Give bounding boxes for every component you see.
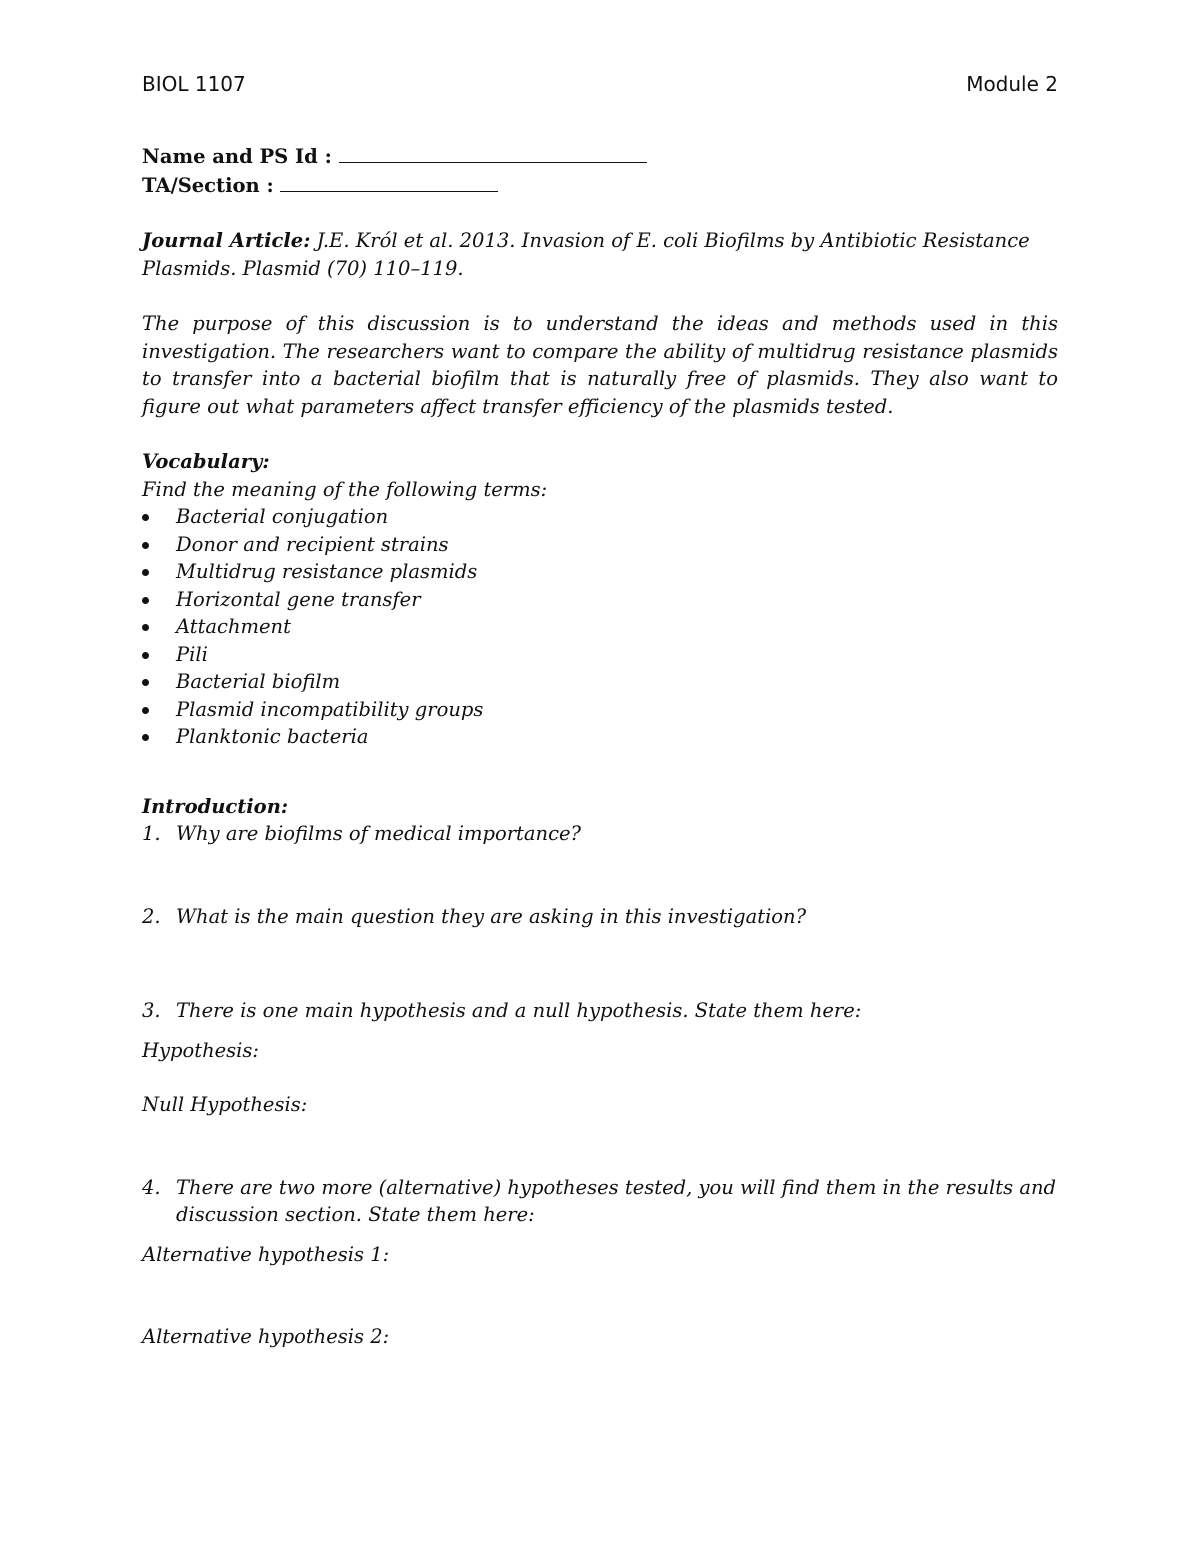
vocabulary-instruction: Find the meaning of the following terms: [142, 477, 548, 501]
null-hypothesis-label: Null Hypothesis: [142, 1093, 308, 1116]
course-code: BIOL 1107 [142, 72, 246, 96]
alternative-hypothesis-1-label: Alternative hypothesis 1: [142, 1242, 390, 1266]
ta-field-row [142, 171, 1058, 200]
question-text: There is one main hypothesis and a null hypothesis. State them here: [176, 999, 862, 1022]
bullet-icon [142, 514, 149, 521]
journal-article [142, 227, 1058, 282]
question-number: 1. [142, 822, 161, 845]
vocabulary-term: Bacterial conjugation [142, 503, 1058, 531]
question-number: 2. [142, 904, 161, 928]
question-2 [142, 903, 1058, 931]
hypothesis-label: Hypothesis: [142, 1038, 259, 1062]
journal-article-label: Journal Article: [142, 229, 311, 252]
bullet-icon [142, 597, 149, 604]
module-label: Module 2 [966, 72, 1058, 96]
vocabulary-list [142, 503, 1058, 751]
question-text: Why are biofilms of medical importance? [176, 822, 581, 845]
bullet-icon [142, 569, 149, 576]
question-4 [142, 1174, 1058, 1229]
vocabulary-term: Plasmid incompatibility groups [142, 696, 1058, 724]
name-field-row [142, 142, 1058, 171]
name-blank-line[interactable] [339, 142, 647, 163]
purpose-paragraph: The purpose of this discussion is to understand the ideas and methods used in this investigation. The researchers want to compare the ability of multidrug resistance plasmids to transfer into a bacterial biofilm that is naturally free of plasmids. They also want to figure out what parameters affect transfer efficiency of the plasmids tested. [142, 312, 1058, 418]
vocabulary-term: Donor and recipient strains [142, 531, 1058, 559]
worksheet-body [142, 142, 1058, 1351]
bullet-icon [142, 542, 149, 549]
introduction-heading: Introduction: [142, 794, 289, 818]
vocabulary-heading: Vocabulary: [142, 450, 270, 473]
name-field-label: Name and PS Id : [142, 145, 332, 168]
vocabulary-term: Planktonic bacteria [142, 723, 1058, 751]
journal-article-citation: J.E. Król et al. 2013. Invasion of E. coli Biofilms by Antibiotic Resistance Plasmids. Plasmid (70) 110–119. [142, 229, 1030, 280]
vocabulary-term: Horizontal gene transfer [142, 586, 1058, 614]
ta-field-label: TA/Section : [142, 173, 274, 197]
question-1 [142, 820, 1058, 848]
bullet-icon [142, 707, 149, 714]
vocabulary-term: Pili [142, 641, 1058, 669]
question-text: What is the main question they are asking in this investigation? [176, 904, 807, 928]
vocabulary-term: Multidrug resistance plasmids [142, 558, 1058, 586]
ta-blank-line[interactable] [280, 171, 498, 192]
bullet-icon [142, 679, 149, 686]
bullet-icon [142, 652, 149, 659]
bullet-icon [142, 624, 149, 631]
alternative-hypothesis-2-label: Alternative hypothesis 2: [142, 1325, 390, 1348]
vocabulary-term: Attachment [142, 613, 1058, 641]
question-number: 4. [142, 1175, 161, 1199]
question-3 [142, 997, 1058, 1025]
bullet-icon [142, 734, 149, 741]
question-text: There are two more (alternative) hypotheses tested, you will find them in the results and discussion section. State them here: [176, 1175, 1057, 1226]
vocabulary-term: Bacterial biofilm [142, 668, 1058, 696]
question-number: 3. [142, 999, 161, 1022]
